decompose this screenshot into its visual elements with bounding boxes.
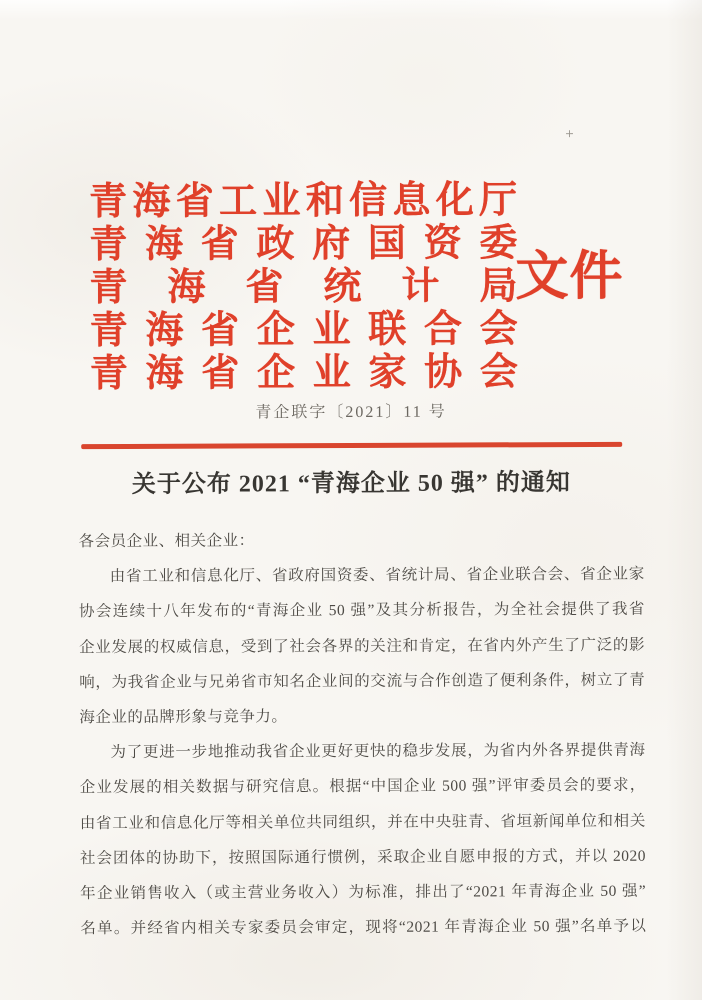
registration-mark: + xyxy=(564,127,575,141)
body-line: 响，为我省企业与兄弟省市知名企业间的交流与合作创造了便利条件，树立了青 xyxy=(79,671,646,692)
document-title: 关于公布 2021 “青海企业 50 强” 的通知 xyxy=(131,470,571,498)
salutation-line: 各会员企业、相关企业： xyxy=(78,532,255,551)
document-number: 青企联字〔2021〕11 号 xyxy=(255,403,447,422)
body-line-paragraph-end: 海企业的品牌形象与竞争力。 xyxy=(79,708,288,727)
body-line: 企业发展的相关数据与研究信息。根据“中国企业 500 强”评审委员会的要求， xyxy=(79,777,646,797)
body-line: 社会团体的协助下，按照国际通行惯例，采取企业自愿申报的方式，并以 2020 xyxy=(79,847,647,868)
body-line: 年企业销售收入（或主营业务收入）为标准，排出了“2021 年青海企业 50 强” xyxy=(80,882,647,903)
issuer-line-3: 青海省统计局 xyxy=(89,265,518,310)
body-line: 为了更进一步地推动我省企业更好更快的稳步发展，为省内外各界提供青海 xyxy=(110,741,646,762)
document-body xyxy=(79,522,647,947)
document-type-label: 文件 xyxy=(515,247,624,307)
body-line: 由省工业和信息化厅、省政府国资委、省统计局、省企业联合会、省企业家 xyxy=(109,565,645,586)
letterhead-issuers xyxy=(89,179,518,396)
issuer-line-1: 青海省工业和信息化厅 xyxy=(89,179,518,224)
body-line: 企业发展的权威信息，受到了社会各界的关注和肯定，在省内外产生了广泛的影 xyxy=(79,636,646,656)
issuer-line-5: 青海省企业家协会 xyxy=(89,351,518,396)
issuer-line-2: 青海省政府国资委 xyxy=(89,222,518,267)
body-line: 由省工业和信息化厅等相关单位共同组织，并在中央驻青、省垣新闻单位和相关 xyxy=(79,812,646,832)
body-line: 名单。并经省内相关专家委员会审定，现将“2021 年青海企业 50 强”名单予以 xyxy=(80,917,647,938)
body-line: 协会连续十八年发布的“青海企业 50 强”及其分析报告，为全社会提供了我省 xyxy=(78,601,645,621)
red-separator-line xyxy=(81,442,622,449)
issuer-line-4: 青海省企业联合会 xyxy=(89,308,518,353)
